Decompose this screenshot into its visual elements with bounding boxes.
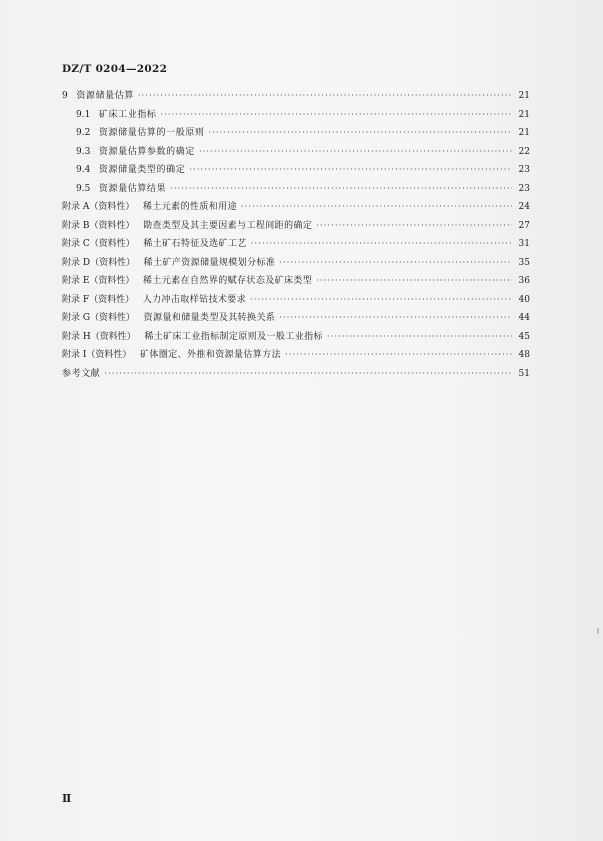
toc-entry-appendix-f[interactable] (62, 292, 530, 308)
toc-entry-appendix-b[interactable] (62, 218, 530, 234)
toc-entry-9[interactable] (62, 88, 530, 104)
toc-leader-dots (285, 347, 512, 363)
toc-entry-page: 40 (518, 294, 530, 305)
toc-entry-number: 9.5 (76, 183, 91, 194)
toc-entry-title: 资源储量估算的一般原则 (98, 128, 205, 138)
toc-entry-9-3[interactable] (76, 144, 530, 160)
toc-entry-title: 矿床工业指标 (98, 109, 157, 120)
toc-entry-appendix-i[interactable] (62, 347, 530, 363)
toc-entry-page: 31 (518, 239, 530, 249)
toc-leader-dots (251, 236, 512, 252)
toc-entry-page: 36 (518, 276, 530, 286)
toc-leader-dots (327, 329, 512, 345)
toc-entry-title: 资源量估算结果 (98, 183, 167, 194)
toc-entry-title: 参考文献 (62, 368, 101, 379)
toc-entry-title: 稀土矿石特征及选矿工艺 (143, 239, 247, 249)
toc-entry-title: 人力冲击取样钻技术要求 (142, 294, 247, 305)
toc-entry-number: 9.2 (76, 128, 91, 138)
toc-entry-appendix-e[interactable] (62, 273, 530, 289)
toc-entry-number: 附录 I（资料性） (62, 350, 132, 360)
toc-entry-references[interactable] (62, 366, 530, 382)
toc-entry-page: 21 (518, 128, 530, 138)
toc-leader-dots (104, 366, 512, 382)
toc-entry-number: 附录 B（资料性） (62, 220, 135, 231)
toc-entry-9-2[interactable] (76, 125, 530, 141)
toc-leader-dots (316, 273, 512, 289)
toc-entry-number: 附录 E（资料性） (62, 276, 135, 286)
toc-entry-appendix-a[interactable] (62, 199, 530, 215)
toc-entry-page: 45 (518, 331, 530, 342)
toc-entry-number: 9 (62, 91, 68, 101)
toc-entry-page: 22 (518, 146, 530, 157)
toc-entry-title: 资源储量类型的确定 (98, 165, 186, 175)
toc-entry-appendix-g[interactable] (62, 310, 530, 326)
toc-entry-title: 稀土元素在自然界的赋存状态及矿床类型 (143, 276, 313, 286)
toc-entry-number: 附录 D（资料性） (62, 257, 136, 268)
toc-entry-page: 35 (518, 257, 530, 268)
toc-entry-number: 附录 H（资料性） (62, 331, 136, 342)
toc-leader-dots (199, 144, 512, 160)
toc-entry-page: 44 (518, 313, 530, 323)
toc-leader-dots (189, 162, 512, 178)
toc-leader-dots (279, 310, 512, 326)
toc-entry-appendix-h[interactable] (62, 329, 530, 345)
toc-leader-dots (316, 218, 512, 234)
toc-entry-title: 稀土元素的性质和用途 (142, 202, 237, 212)
standard-number: DZ/T 0204—2022 (62, 63, 168, 75)
toc-entry-number: 附录 G（资料性） (62, 313, 136, 323)
toc-entry-title: 矿体圈定、外推和资源量估算方法 (140, 350, 282, 360)
toc-entry-title: 勘查类型及其主要因素与工程间距的确定 (143, 220, 313, 231)
toc-entry-number: 附录 A（资料性） (62, 202, 135, 212)
toc-entry-title: 资源储量估算 (76, 91, 134, 101)
toc-leader-dots (250, 292, 512, 308)
toc-entry-number: 附录 F（资料性） (62, 294, 135, 305)
toc-entry-page: 23 (518, 183, 530, 194)
toc-entry-9-1[interactable] (76, 107, 530, 123)
toc-entry-page: 24 (518, 202, 530, 212)
scan-edge-mark (597, 628, 599, 634)
toc-leader-dots (209, 125, 512, 141)
toc-entry-title: 稀土矿床工业指标制定原则及一般工业指标 (144, 331, 323, 342)
toc-leader-dots (241, 199, 512, 215)
toc-entry-page: 21 (518, 109, 530, 120)
toc-entry-page: 21 (518, 91, 530, 101)
toc-entry-number: 附录 C（资料性） (62, 239, 135, 249)
toc-entry-appendix-c[interactable] (62, 236, 530, 252)
toc-entry-9-5[interactable] (76, 181, 530, 197)
toc-leader-dots (161, 107, 512, 123)
toc-entry-page: 48 (518, 350, 530, 360)
toc-entry-number: 9.3 (76, 146, 91, 157)
toc-entry-page: 51 (518, 368, 530, 379)
toc-entry-number: 9.1 (76, 109, 91, 120)
toc-entry-appendix-d[interactable] (62, 255, 530, 271)
toc-leader-dots (279, 255, 512, 271)
toc-entry-page: 23 (518, 165, 530, 175)
toc-entry-title: 稀土矿产资源储量规模划分标准 (143, 257, 276, 268)
toc-entry-title: 资源量和储量类型及其转换关系 (143, 313, 276, 323)
toc-leader-dots (138, 88, 512, 104)
toc-entry-9-4[interactable] (76, 162, 530, 178)
page-number: Ⅱ (62, 792, 72, 805)
toc-entry-page: 27 (518, 220, 530, 231)
toc-entry-number: 9.4 (76, 165, 91, 175)
toc-entry-title: 资源量估算参数的确定 (98, 146, 195, 157)
toc-leader-dots (170, 181, 512, 197)
